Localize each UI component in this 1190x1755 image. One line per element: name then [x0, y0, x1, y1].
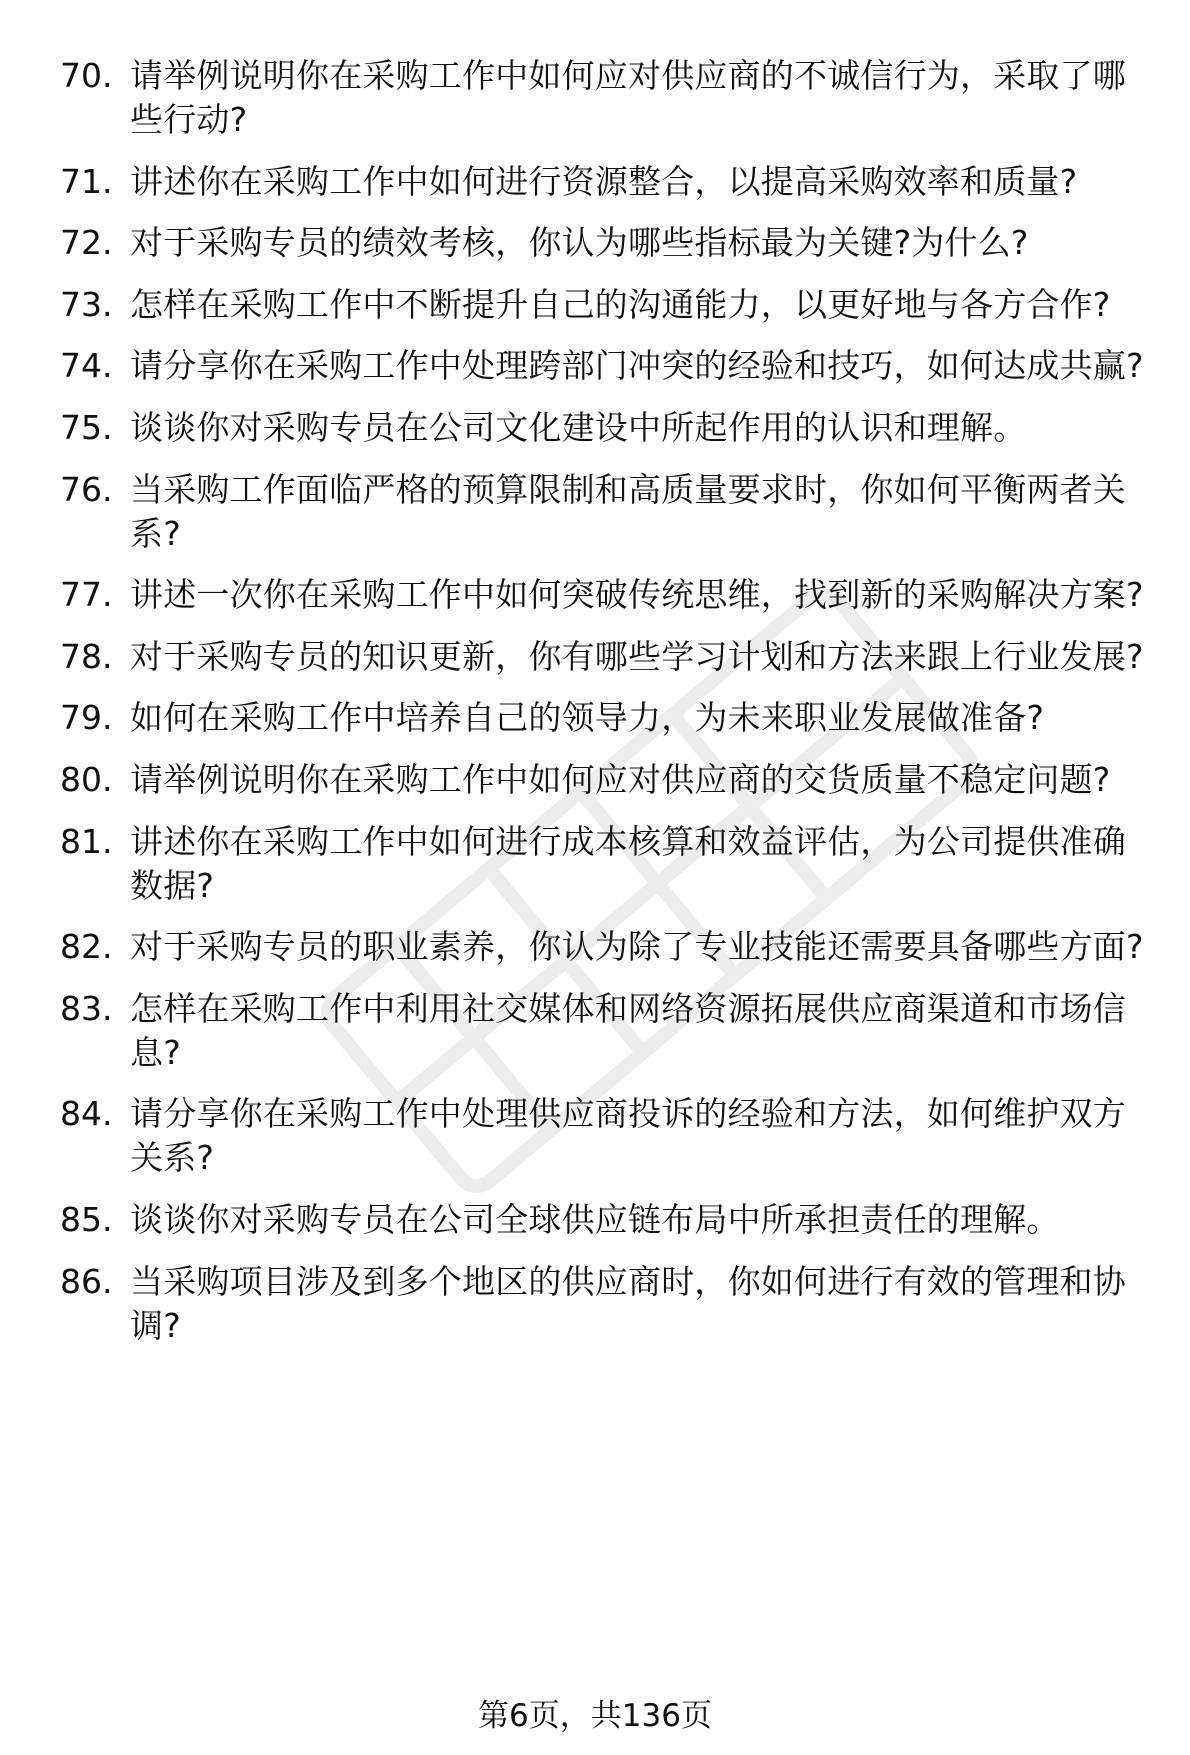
question-text: 请举例说明你在采购工作中如何应对供应商的不诚信行为，采取了哪些行动?	[130, 56, 1126, 139]
question-text: 请分享你在采购工作中处理跨部门冲突的经验和技巧，如何达成共赢?	[130, 346, 1144, 386]
question-text: 对于采购专员的职业素养，你认为除了专业技能还需要具备哪些方面?	[130, 927, 1144, 967]
question-number: 78.	[60, 636, 113, 676]
question-number: 77.	[60, 575, 113, 615]
question-item	[60, 1260, 1150, 1348]
question-item	[60, 221, 1150, 265]
question-number: 85.	[60, 1199, 113, 1239]
question-number: 80.	[60, 759, 113, 799]
question-item	[60, 54, 1150, 142]
question-item	[60, 925, 1150, 969]
question-number: 72.	[60, 223, 113, 263]
question-item	[60, 406, 1150, 450]
question-item	[60, 987, 1150, 1075]
question-number: 84.	[60, 1094, 113, 1134]
question-item	[60, 1198, 1150, 1242]
question-text: 谈谈你对采购专员在公司全球供应链布局中所承担责任的理解。	[130, 1199, 1060, 1239]
question-item	[60, 758, 1150, 802]
question-text: 讲述一次你在采购工作中如何突破传统思维，找到新的采购解决方案?	[130, 575, 1144, 615]
question-number: 81.	[60, 821, 113, 861]
question-item	[60, 635, 1150, 679]
question-text: 当采购工作面临严格的预算限制和高质量要求时，你如何平衡两者关系?	[130, 469, 1126, 553]
question-text: 对于采购专员的绩效考核，你认为哪些指标最为关键?为什么?	[130, 223, 1029, 263]
question-text: 谈谈你对采购专员在公司文化建设中所起作用的认识和理解。	[130, 407, 1027, 447]
question-item	[60, 696, 1150, 740]
question-item	[60, 573, 1150, 617]
question-text: 请分享你在采购工作中处理供应商投诉的经验和方法，如何维护双方关系?	[130, 1094, 1126, 1178]
question-item	[60, 468, 1150, 556]
question-text: 讲述你在采购工作中如何进行资源整合，以提高采购效率和质量?	[130, 161, 1078, 201]
question-text: 讲述你在采购工作中如何进行成本核算和效益评估，为公司提供准确数据?	[130, 821, 1126, 905]
question-text: 如何在采购工作中培养自己的领导力，为未来职业发展做准备?	[130, 698, 1045, 738]
question-number: 75.	[60, 407, 113, 447]
question-text: 当采购项目涉及到多个地区的供应商时，你如何进行有效的管理和协调?	[130, 1261, 1126, 1345]
question-item	[60, 344, 1150, 388]
question-text: 怎样在采购工作中不断提升自己的沟通能力，以更好地与各方合作?	[130, 284, 1111, 324]
question-number: 74.	[60, 346, 113, 386]
question-item	[60, 1092, 1150, 1180]
question-text: 对于采购专员的知识更新，你有哪些学习计划和方法来跟上行业发展?	[130, 636, 1144, 676]
question-item	[60, 160, 1150, 204]
question-list	[60, 54, 1150, 1365]
question-text: 怎样在采购工作中利用社交媒体和网络资源拓展供应商渠道和市场信息?	[130, 988, 1126, 1072]
question-number: 73.	[60, 284, 113, 324]
question-number: 82.	[60, 927, 113, 967]
question-number: 70.	[60, 56, 113, 95]
question-item	[60, 820, 1150, 908]
question-item	[60, 283, 1150, 327]
question-number: 83.	[60, 988, 113, 1028]
question-number: 79.	[60, 698, 113, 738]
question-number: 86.	[60, 1261, 113, 1301]
page-number: 第6页，共136页	[478, 1698, 712, 1734]
question-number: 76.	[60, 469, 113, 509]
question-text: 请举例说明你在采购工作中如何应对供应商的交货质量不稳定问题?	[130, 759, 1111, 799]
question-number: 71.	[60, 161, 113, 201]
